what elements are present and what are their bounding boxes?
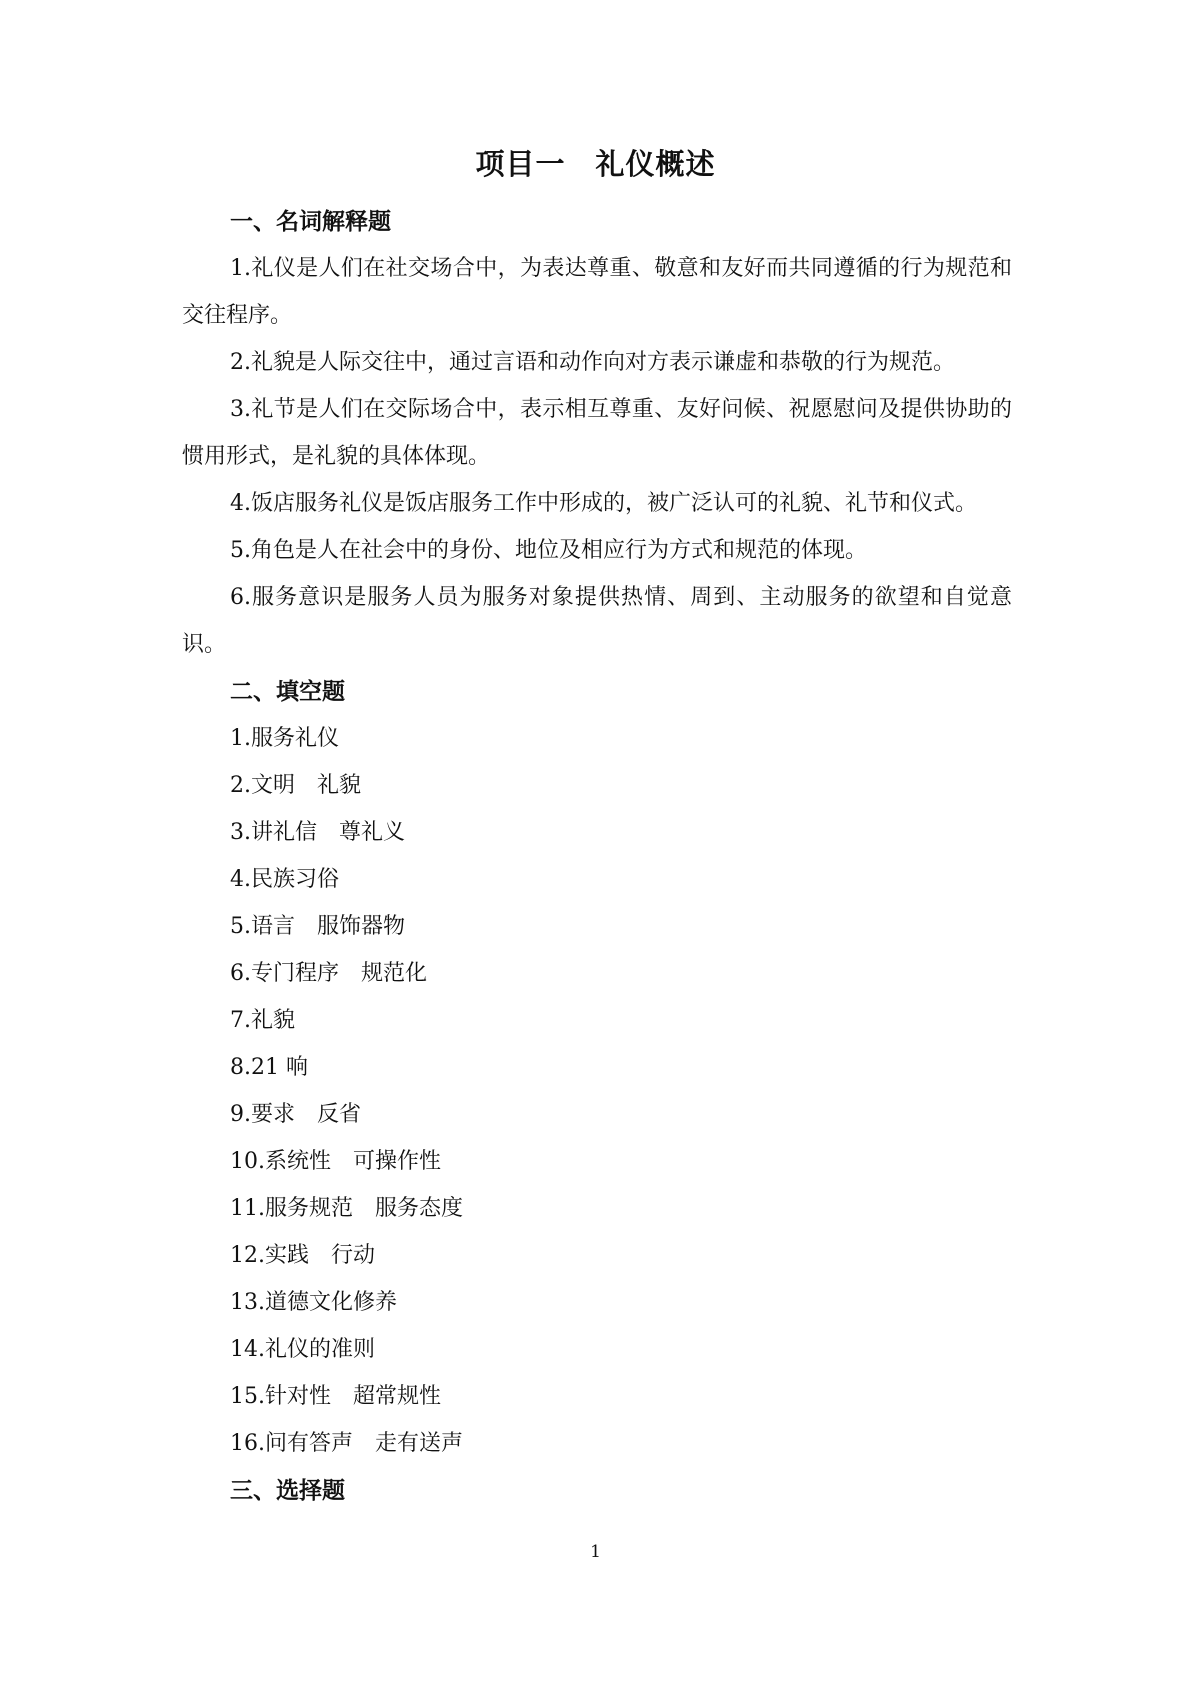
section-heading: 一、名词解释题 (230, 208, 391, 235)
definition-paragraph: 3.礼节是人们在交际场合中，表示相互尊重、友好问候、祝愿慰问及提供协助的惯用形式，是礼貌的具体体现。 (182, 397, 1012, 469)
answer-item: 10.系统性 可操作性 (230, 1149, 441, 1174)
answer-item: 16.问有答声 走有送声 (230, 1431, 463, 1456)
answer-item: 5.语言 服饰器物 (230, 914, 405, 939)
answer-item: 15.针对性 超常规性 (230, 1384, 441, 1409)
answer-item: 4.民族习俗 (230, 867, 339, 892)
document-body (182, 198, 1012, 1514)
answer-item: 11.服务规范 服务态度 (230, 1196, 463, 1221)
answer-item: 2.文明 礼貌 (230, 773, 361, 798)
answer-item: 3.讲礼信 尊礼义 (230, 820, 405, 845)
answer-item: 7.礼貌 (230, 1008, 295, 1033)
section-heading: 三、选择题 (230, 1477, 345, 1504)
section-heading: 二、填空题 (230, 678, 345, 705)
definition-paragraph: 4.饭店服务礼仪是饭店服务工作中形成的，被广泛认可的礼貌、礼节和仪式。 (230, 491, 977, 516)
definition-paragraph: 1.礼仪是人们在社交场合中，为表达尊重、敬意和友好而共同遵循的行为规范和交往程序。 (182, 256, 1012, 328)
section-definitions (182, 198, 1012, 668)
section-fill-in-blanks (182, 668, 1012, 1467)
answer-item: 13.道德文化修养 (230, 1290, 397, 1315)
answer-item: 14.礼仪的准则 (230, 1337, 375, 1362)
answer-item: 9.要求 反省 (230, 1102, 361, 1127)
answer-item: 8.21 响 (230, 1055, 308, 1080)
page-title: 项目一 礼仪概述 (475, 147, 716, 181)
definition-paragraph: 6.服务意识是服务人员为服务对象提供热情、周到、主动服务的欲望和自觉意识。 (182, 585, 1012, 657)
definition-paragraph: 2.礼貌是人际交往中，通过言语和动作向对方表示谦虚和恭敬的行为规范。 (230, 350, 955, 375)
answer-item: 12.实践 行动 (230, 1243, 375, 1268)
answer-item: 1.服务礼仪 (230, 726, 339, 751)
definition-paragraph: 5.角色是人在社会中的身份、地位及相应行为方式和规范的体现。 (230, 538, 867, 563)
page-number: 1 (590, 1542, 601, 1562)
section-multiple-choice (182, 1467, 1012, 1514)
answer-item: 6.专门程序 规范化 (230, 961, 427, 986)
